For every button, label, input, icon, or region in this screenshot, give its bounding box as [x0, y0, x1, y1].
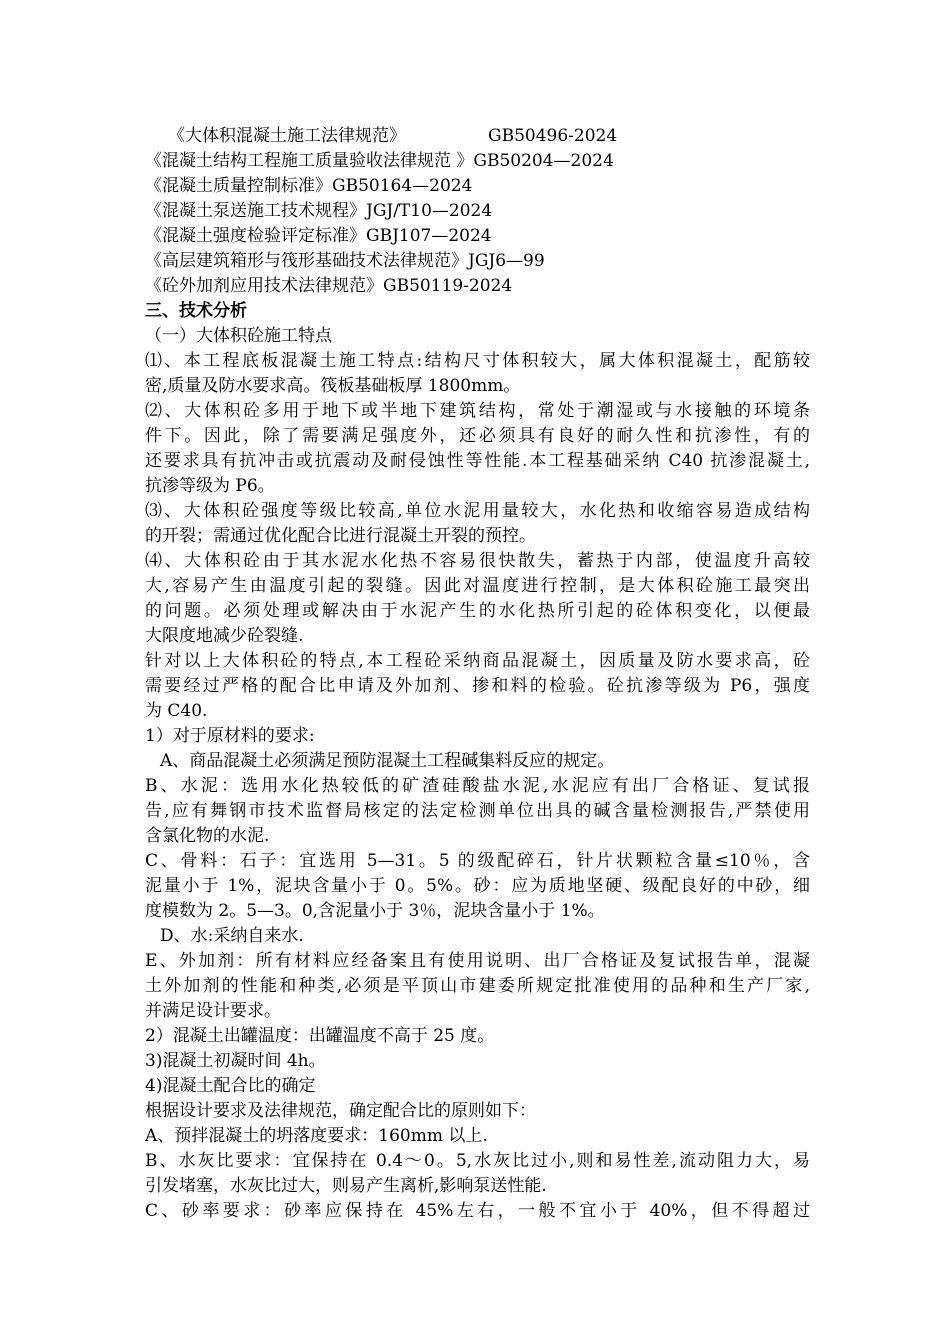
body-line: 4)混凝土配合比的确定	[145, 1076, 316, 1096]
body-line: ⑷、大体积砼由于其水泥水化热不容易很快散失，蓄热于内部，使温度升高较	[145, 551, 810, 571]
body-line: 并满足设计要求。	[145, 1001, 281, 1021]
body-line: 度模数为 2。5—3。0,含泥量小于 3％，泥块含量小于 1%。	[145, 901, 605, 921]
reference-line: 《混凝土结构工程施工质量验收法律规范 》GB50204—2024	[145, 151, 614, 171]
body-line: B、水泥：选用水化热较低的矿渣硅酸盐水泥,水泥应有出厂合格证、复试报	[145, 776, 810, 796]
body-line: A、预拌混凝土的坍落度要求：160mm 以上.	[145, 1126, 488, 1146]
body-line: 引发堵塞，水灰比过大，则易产生离析,影响泵送性能.	[145, 1176, 547, 1196]
body-line: 泥量小于 1%，泥块含量小于 0。5%。砂：应为质地坚硬、级配良好的中砂，细	[145, 876, 810, 896]
body-line: 还要求具有抗冲击或抗震动及耐侵蚀性等性能.本工程基础采纳 C40 抗渗混凝土,	[145, 451, 810, 471]
body-line: 抗渗等级为 P6。	[145, 476, 275, 496]
body-line: 需要经过严格的配合比申请及外加剂、掺和料的检验。砼抗渗等级为 P6，强度	[145, 676, 810, 696]
reference-title: 《大体积混凝土施工法律规范》	[168, 126, 406, 146]
body-line: 告,应有舞钢市技术监督局核定的法定检测单位出具的碱含量检测报告,严禁使用	[145, 801, 810, 821]
subheading: （一）大体积砼施工特点	[145, 326, 332, 346]
reference-line: 《混凝土泵送施工技术规程》JGJ/T10—2024	[145, 201, 493, 221]
body-line: ⑵、大体积砼多用于地下或半地下建筑结构，常处于潮湿或与水接触的环境条	[145, 401, 810, 421]
body-line: D、水:采纳自来水.	[160, 926, 304, 946]
body-line: 根据设计要求及法律规范，确定配合比的原则如下：	[145, 1101, 536, 1121]
body-line: 针对以上大体积砼的特点,本工程砼采纳商品混凝土，因质量及防水要求高，砼	[145, 651, 810, 671]
body-line: 密,质量及防水要求高。筏板基础板厚 1800mm。	[145, 376, 521, 396]
body-line: 3)混凝土初凝时间 4h。	[145, 1051, 326, 1071]
body-line: 大限度地减少砼裂缝.	[145, 626, 304, 646]
reference-line: 《混凝土强度检验评定标准》GBJ107—2024	[145, 226, 492, 246]
body-line: 为 C40.	[145, 701, 208, 721]
body-line: ⑶、大体积砼强度等级比较高,单位水泥用量较大，水化热和收缩容易造成结构	[145, 501, 810, 521]
body-line: 大,容易产生由温度引起的裂缝。因此对温度进行控制，是大体积砼施工最突出	[145, 576, 810, 596]
body-line: C、砂率要求：砂率应保持在 45%左右，一般不宜小于 40%，但不得超过	[145, 1201, 810, 1221]
body-line: A、商品混凝土必须满足预防混凝土工程碱集料反应的规定。	[160, 751, 615, 771]
reference-line	[168, 124, 617, 148]
reference-line: 《混凝土质量控制标准》GB50164—2024	[145, 176, 473, 196]
body-line: 土外加剂的性能和种类,必须是平顶山市建委所规定批准使用的品种和生产厂家,	[145, 976, 810, 996]
body-line: C、骨料：石子：宜选用 5—31。5 的级配碎石，针片状颗粒含量≤10％，含	[145, 851, 810, 871]
body-line: 的问题。必须处理或解决由于水泥产生的水化热所引起的砼体积变化，以便最	[145, 601, 810, 621]
body-line: 的开裂；需通过优化配合比进行混凝土开裂的预控。	[145, 526, 536, 546]
body-line: 2）混凝土出罐温度：出罐温度不高于 25 度。	[145, 1026, 495, 1046]
body-line: 1）对于原材料的要求:	[145, 726, 315, 746]
reference-line: 《砼外加剂应用技术法律规范》GB50119-2024	[145, 276, 513, 296]
body-line: E、外加剂：所有材料应经备案且有使用说明、出厂合格证及复试报告单，混凝	[145, 951, 810, 971]
reference-line: 《高层建筑箱形与筏形基础技术法律规范》JGJ6—99	[145, 251, 545, 271]
body-line: 含氯化物的水泥.	[145, 826, 270, 846]
body-line: ⑴、本工程底板混凝土施工特点:结构尺寸体积较大，属大体积混凝土，配筋较	[145, 351, 810, 371]
body-line: 件下。因此，除了需要满足强度外，还必须具有良好的耐久性和抗渗性，有的	[145, 426, 810, 446]
reference-code: GB50496-2024	[488, 126, 618, 146]
section-heading: 三、技术分析	[145, 301, 247, 321]
body-line: B、水灰比要求：宜保持在 0.4～0。5,水灰比过小,则和易性差,流动阻力大，易	[145, 1151, 810, 1171]
